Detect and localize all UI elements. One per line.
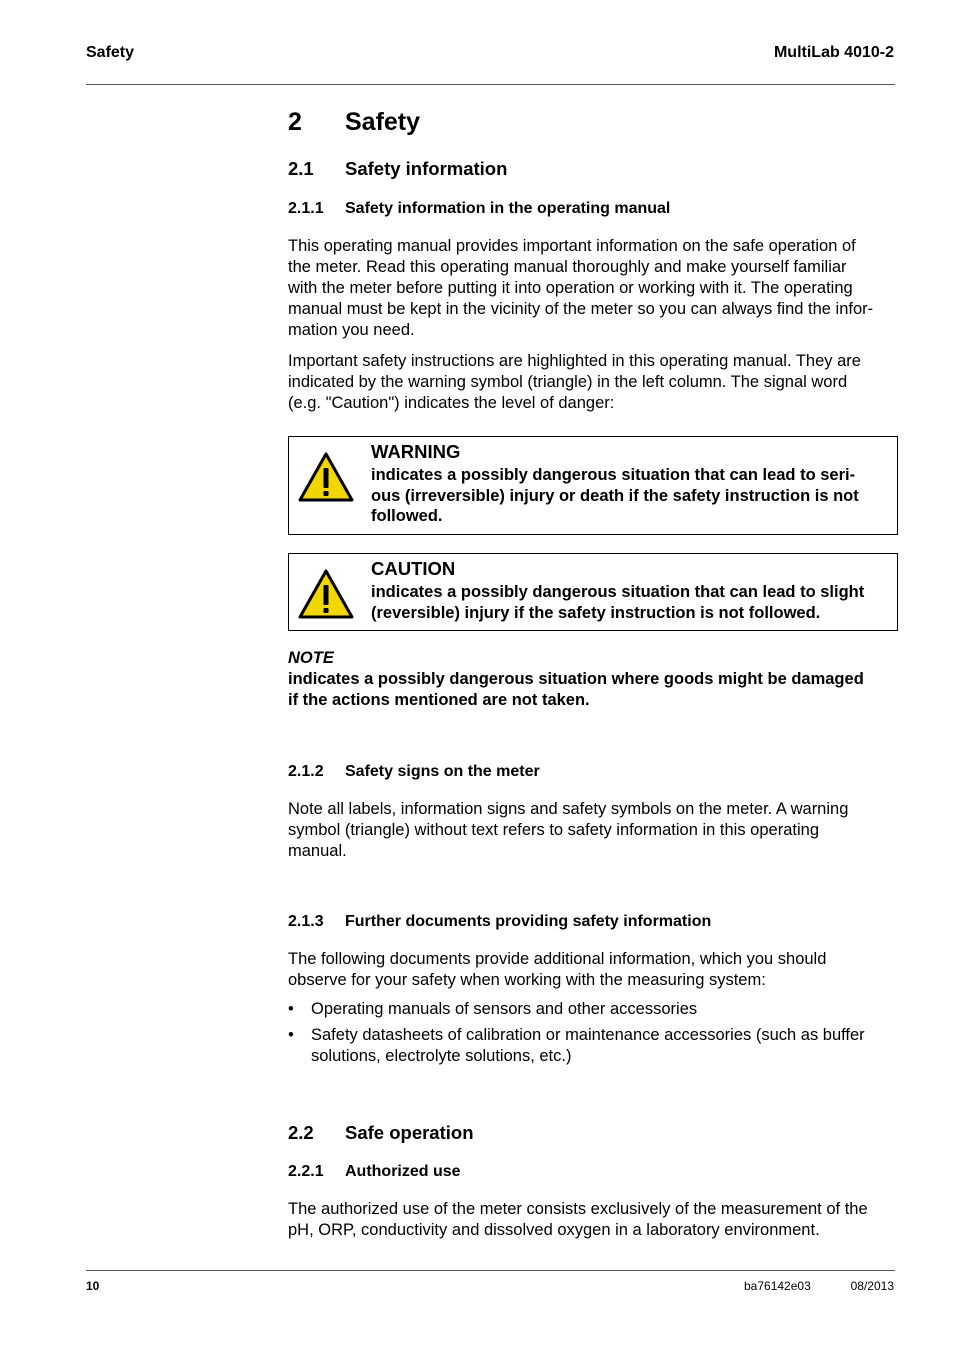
text-line: indicates a possibly dangerous situation that can lead to slight — [371, 583, 865, 601]
text-line: Important safety instructions are highlighted in this operating manual. They are — [288, 352, 861, 370]
warning-text — [371, 465, 891, 527]
section-title: Safe operation — [345, 1122, 474, 1143]
caution-title: CAUTION — [371, 558, 456, 579]
text-line: ous (irreversible) injury or death if the safety instruction is not — [371, 486, 859, 505]
text-line: manual must be kept in the vicinity of the meter so you can always find the infor- — [288, 300, 874, 318]
text-line: followed. — [371, 507, 443, 525]
text-line: the meter. Read this operating manual thoroughly and make yourself familiar — [288, 258, 847, 276]
text-line: The authorized use of the meter consists exclusively of the measurement of the — [288, 1200, 868, 1218]
text-line: manual. — [288, 842, 347, 860]
section-title: Safety information — [345, 158, 508, 179]
text-line: observe for your safety when working with the measuring system: — [288, 971, 766, 989]
section-heading-2-2 — [288, 1122, 474, 1144]
section-number: 2.2 — [288, 1122, 314, 1143]
text-line: mation you need. — [288, 321, 415, 339]
list-item-text — [311, 999, 896, 1020]
warning-triangle-icon — [297, 451, 355, 503]
document-number: ba76142e03 — [744, 1279, 811, 1293]
text-line: (reversible) injury if the safety instruction is not followed. — [371, 603, 821, 622]
text-line: indicates a possibly dangerous situation that can lead to seri- — [371, 466, 856, 484]
subsection-heading-2-1-1 — [288, 200, 670, 218]
subsection-heading-2-2-1 — [288, 1163, 461, 1181]
subsection-title: Further documents providing safety information — [345, 913, 712, 930]
subsection-number: 2.2.1 — [288, 1163, 324, 1180]
text-line: This operating manual provides important information on the safe operation of — [288, 237, 856, 255]
subsection-title: Safety signs on the meter — [345, 763, 540, 780]
warning-triangle-icon — [297, 568, 355, 620]
text-line: indicates a possibly dangerous situation where goods might be damaged — [288, 670, 864, 688]
caution-box — [288, 553, 898, 631]
subsection-heading-2-1-2 — [288, 763, 540, 781]
text-line: Note all labels, information signs and safety symbols on the meter. A warning — [288, 800, 849, 818]
list-item-text — [311, 1025, 896, 1067]
note-title: NOTE — [288, 649, 334, 667]
chapter-number: 2 — [288, 108, 302, 136]
subsection-title: Safety information in the operating manual — [345, 200, 671, 217]
text-line: solutions, electrolyte solutions, etc.) — [311, 1047, 572, 1065]
text-line: if the actions mentioned are not taken. — [288, 691, 590, 709]
paragraph-authorized-use — [288, 1199, 898, 1241]
text-line: symbol (triangle) without text refers to safety information in this operating — [288, 821, 819, 839]
text-line: indicated by the warning symbol (triangle) in the left column. The signal word — [288, 373, 848, 391]
bullet-mark: • — [288, 1000, 294, 1018]
paragraph-safety-instructions — [288, 351, 898, 414]
note-text — [288, 669, 898, 711]
subsection-heading-2-1-3 — [288, 913, 711, 931]
paragraph-intro — [288, 236, 898, 341]
paragraph-further-documents — [288, 949, 898, 991]
subsection-number: 2.1.1 — [288, 200, 324, 217]
bullet-mark: • — [288, 1026, 294, 1044]
section-heading-2-1 — [288, 158, 507, 180]
warning-box — [288, 436, 898, 535]
text-line: Safety datasheets of calibration or maintenance accessories (such as buffer — [311, 1026, 865, 1044]
header-rule — [86, 84, 895, 85]
text-line: The following documents provide additional information, which you should — [288, 950, 827, 968]
footer-rule — [86, 1270, 895, 1271]
page-number: 10 — [86, 1279, 100, 1293]
chapter-title: Safety — [345, 108, 421, 136]
subsection-number: 2.1.2 — [288, 763, 324, 780]
chapter-heading — [288, 108, 420, 137]
subsection-title: Authorized use — [345, 1163, 461, 1180]
text-line: with the meter before putting it into operation or working with it. The operating — [288, 279, 853, 297]
document-date: 08/2013 — [850, 1279, 894, 1293]
section-number: 2.1 — [288, 158, 314, 179]
warning-title: WARNING — [371, 441, 461, 462]
running-header-product: MultiLab 4010-2 — [773, 44, 894, 61]
text-line: pH, ORP, conductivity and dissolved oxygen in a laboratory environment. — [288, 1221, 820, 1239]
text-line: Operating manuals of sensors and other accessories — [311, 1000, 698, 1018]
caution-text — [371, 582, 893, 623]
subsection-number: 2.1.3 — [288, 913, 324, 930]
running-header-section: Safety — [86, 44, 135, 61]
paragraph-safety-signs — [288, 799, 898, 862]
text-line: (e.g. "Caution") indicates the level of danger: — [288, 394, 615, 412]
